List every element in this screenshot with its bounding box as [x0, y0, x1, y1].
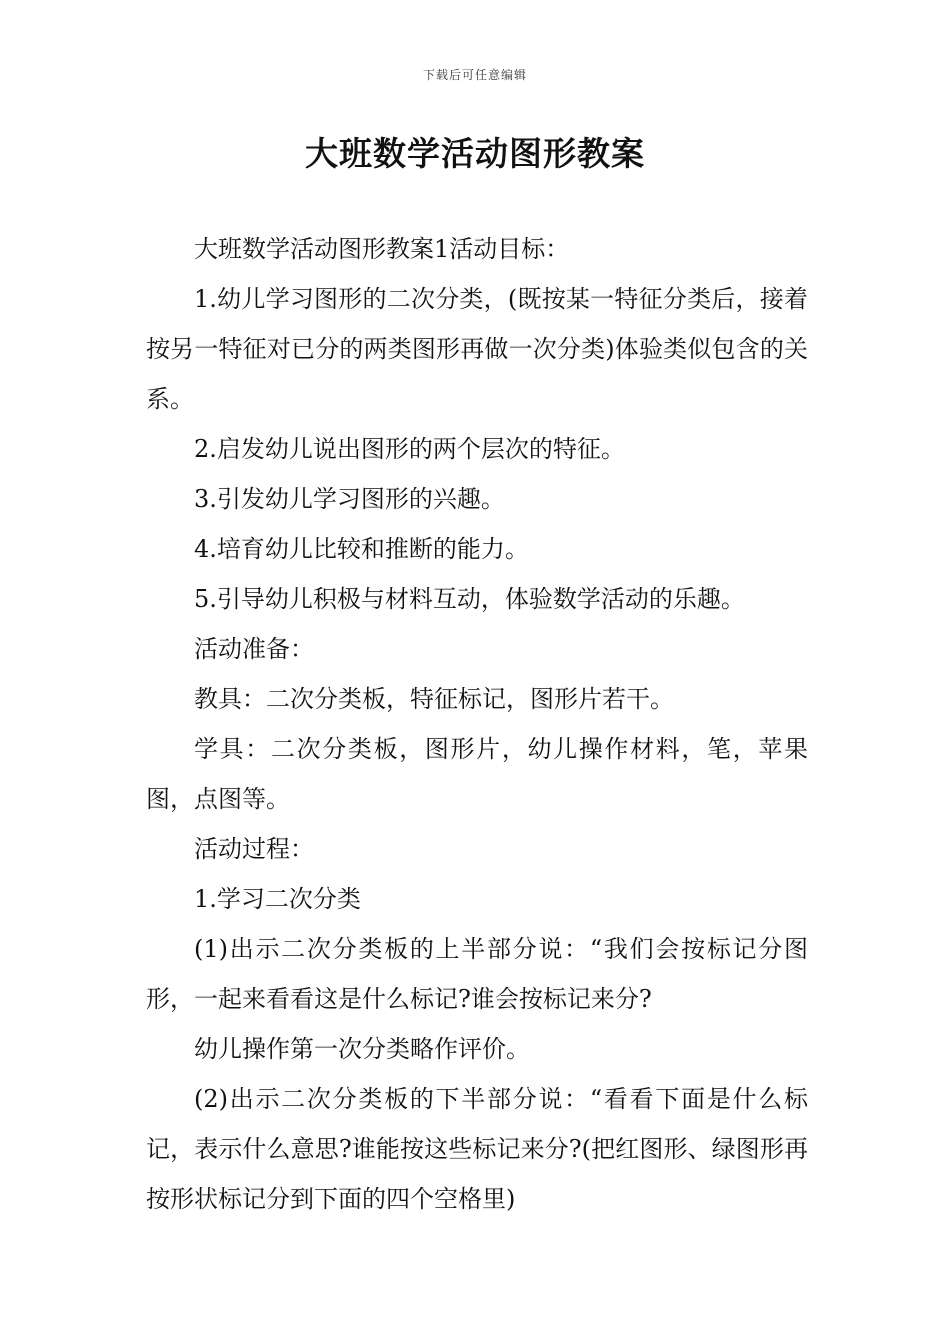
paragraph-objective-2: 2.启发幼儿说出图形的两个层次的特征。	[194, 435, 625, 463]
paragraph-objectives-heading: 大班数学活动图形教案1活动目标：	[194, 235, 570, 263]
paragraph-first-sorting: 幼儿操作第一次分类略作评价。	[194, 1035, 530, 1063]
paragraph-preparation-heading: 活动准备：	[194, 635, 314, 663]
document-body	[146, 224, 808, 1224]
paragraph-objective-5: 5.引导幼儿积极与材料互动，体验数学活动的乐趣。	[194, 585, 745, 613]
paragraph-objective-1: 1.幼儿学习图形的二次分类，(既按某一特征分类后，接着按另一特征对已分的两类图形再做一次分类)体验类似包含的关系。	[146, 285, 808, 413]
paragraph-step-1-part-2: (2)出示二次分类板的下半部分说：“看看下面是什么标记，表示什么意思?谁能按这些标记来分?(把红图形、绿图形再按形状标记分到下面的四个空格里)	[146, 1085, 808, 1213]
paragraph-objective-3: 3.引发幼儿学习图形的兴趣。	[194, 485, 505, 513]
paragraph-step-1-part-1: (1)出示二次分类板的上半部分说：“我们会按标记分图形，一起来看看这是什么标记?谁会按标记来分?	[146, 935, 808, 1013]
document-title: 大班数学活动图形教案	[305, 134, 645, 173]
paragraph-teaching-aids: 教具：二次分类板，特征标记，图形片若干。	[194, 685, 674, 713]
paragraph-objective-4: 4.培育幼儿比较和推断的能力。	[194, 535, 529, 563]
paragraph-process-heading: 活动过程：	[194, 835, 314, 863]
paragraph-learning-aids: 学具：二次分类板，图形片，幼儿操作材料，笔，苹果图，点图等。	[146, 735, 808, 813]
paragraph-step-1: 1.学习二次分类	[194, 885, 361, 913]
header-note: 下载后可任意编辑	[422, 68, 527, 82]
